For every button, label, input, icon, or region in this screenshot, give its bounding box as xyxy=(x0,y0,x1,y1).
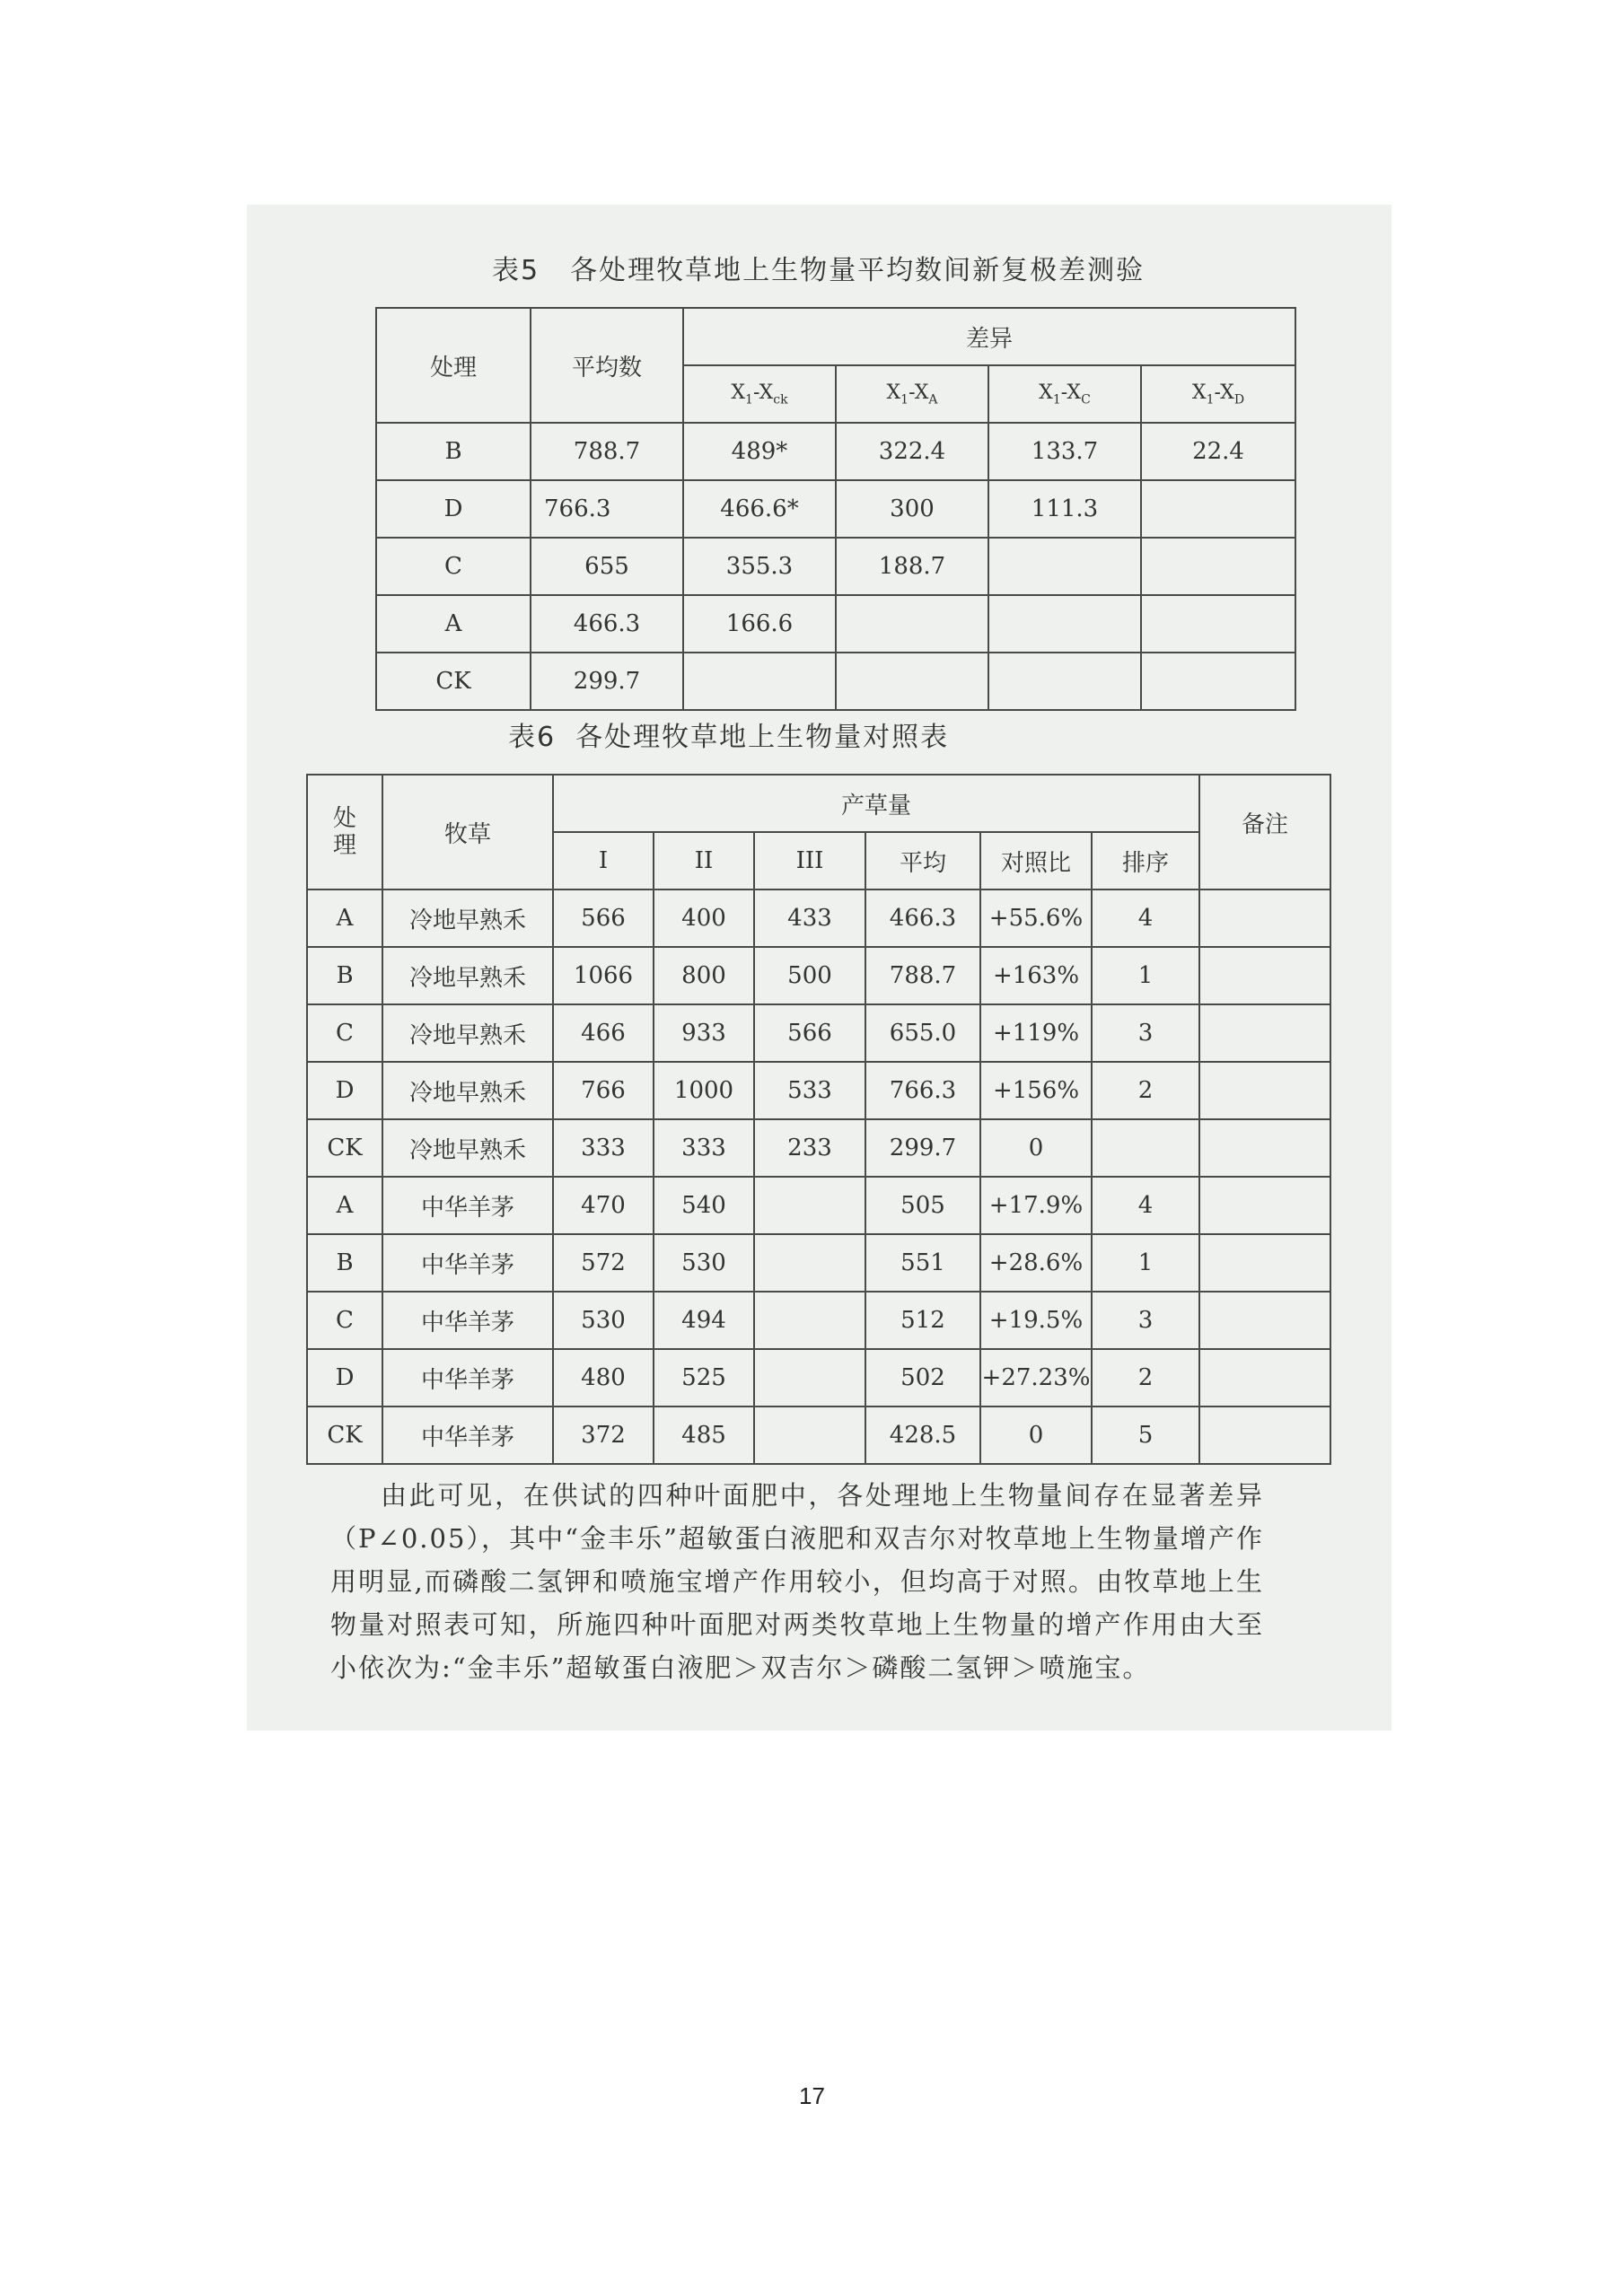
table5-row xyxy=(376,423,1295,480)
table6-cell-treatment: C xyxy=(307,1004,382,1062)
table5-cell-diff xyxy=(1141,653,1295,710)
table5-cell-diff: 300 xyxy=(836,480,988,538)
table6-row xyxy=(307,1062,1330,1119)
table6-cell-grass: 中华羊茅 xyxy=(382,1177,553,1234)
table6-subheader-1: II xyxy=(654,832,754,889)
table5-cell-treatment: CK xyxy=(376,653,531,710)
table5-cell-treatment: D xyxy=(376,480,531,538)
table6-cell-value: 299.7 xyxy=(865,1119,980,1177)
table6-cell-value: 512 xyxy=(865,1292,980,1349)
table6-cell-grass: 中华羊茅 xyxy=(382,1407,553,1464)
table6-cell-value: 766 xyxy=(553,1062,654,1119)
table5-subheader-part: X xyxy=(914,381,929,404)
table6-header-note: 备注 xyxy=(1199,775,1330,889)
table6-cell-value: 5 xyxy=(1092,1407,1199,1464)
table5-cell-diff xyxy=(988,653,1141,710)
table5-cell-diff: 322.4 xyxy=(836,423,988,480)
table5-cell-mean: 466.3 xyxy=(531,595,683,653)
table6-cell-value: +163% xyxy=(980,947,1092,1004)
table6-cell-value: 4 xyxy=(1092,1177,1199,1234)
table5-subheader-2 xyxy=(988,365,1141,423)
table6-cell-treatment: CK xyxy=(307,1119,382,1177)
table6-cell-value: 766.3 xyxy=(865,1062,980,1119)
table6-cell-treatment: CK xyxy=(307,1407,382,1464)
table5-subheader-part: 1 xyxy=(745,392,753,407)
table6-cell-grass: 中华羊茅 xyxy=(382,1292,553,1349)
table6-caption-text: 各处理牧草地上生物量对照表 xyxy=(575,722,950,753)
table6-cell-value: 428.5 xyxy=(865,1407,980,1464)
table6-cell-value: 3 xyxy=(1092,1004,1199,1062)
table5-cell-mean: 655 xyxy=(531,538,683,595)
table5-cell-mean: 788.7 xyxy=(531,423,683,480)
table5-subheader-1 xyxy=(836,365,988,423)
table6-cell-grass: 冷地早熟禾 xyxy=(382,889,553,947)
table5-cell-mean: 766.3 xyxy=(531,480,683,538)
table5-cell-treatment: B xyxy=(376,423,531,480)
table6-header-treatment: 处理 xyxy=(307,775,382,889)
table5-caption-text: 各处理牧草地上生物量平均数间新复极差测验 xyxy=(570,255,1146,286)
table5-subheader-part: X xyxy=(1039,381,1053,404)
table6-cell-value: 800 xyxy=(654,947,754,1004)
table6-cell-value: 4 xyxy=(1092,889,1199,947)
table6-cell-value: 1066 xyxy=(553,947,654,1004)
table5-subheader-part: - xyxy=(1060,381,1067,404)
table5-cell-diff xyxy=(1141,595,1295,653)
table6-cell-value: +119% xyxy=(980,1004,1092,1062)
table5-cell-diff: 111.3 xyxy=(988,480,1141,538)
conclusion-paragraph xyxy=(330,1474,1264,1689)
table5-cell-mean: 299.7 xyxy=(531,653,683,710)
table5-cell-diff: 489* xyxy=(683,423,836,480)
table6-cell-treatment: B xyxy=(307,1234,382,1292)
table5 xyxy=(375,307,1296,711)
table6-cell-value: 470 xyxy=(553,1177,654,1234)
table6-cell-value: +19.5% xyxy=(980,1292,1092,1349)
table5-cell-treatment: C xyxy=(376,538,531,595)
table5-caption xyxy=(492,248,1145,287)
table6-cell-value: +28.6% xyxy=(980,1234,1092,1292)
table6-cell-value: 480 xyxy=(553,1349,654,1407)
table6-cell-value: 2 xyxy=(1092,1349,1199,1407)
table6-cell-value xyxy=(754,1349,865,1407)
table6-cell-value: 1 xyxy=(1092,947,1199,1004)
table6-cell-grass: 冷地早熟禾 xyxy=(382,1062,553,1119)
table6-cell-value: +17.9% xyxy=(980,1177,1092,1234)
table5-subheader-part: A xyxy=(928,392,938,407)
table5-header-treatment: 处理 xyxy=(376,308,531,423)
table6-cell-grass: 冷地早熟禾 xyxy=(382,1004,553,1062)
table6-cell-value: 533 xyxy=(754,1062,865,1119)
table6-subheader-2: III xyxy=(754,832,865,889)
table6-cell-grass: 中华羊茅 xyxy=(382,1234,553,1292)
table6-cell-value: 233 xyxy=(754,1119,865,1177)
table6-cell-value: 530 xyxy=(553,1292,654,1349)
table5-cell-diff: 466.6* xyxy=(683,480,836,538)
table5-subheader-part: 1 xyxy=(900,392,909,407)
table6-cell-note xyxy=(1199,1177,1330,1234)
table6-row xyxy=(307,1292,1330,1349)
table6-cell-value: 2 xyxy=(1092,1062,1199,1119)
table5-cell-diff: 133.7 xyxy=(988,423,1141,480)
table6-cell-value: 655.0 xyxy=(865,1004,980,1062)
table6-header-grass: 牧草 xyxy=(382,775,553,889)
table6-cell-value: 333 xyxy=(654,1119,754,1177)
table6-cell-value: 1000 xyxy=(654,1062,754,1119)
table6-cell-value: 466.3 xyxy=(865,889,980,947)
table5-subheader-part: D xyxy=(1233,392,1245,407)
table5-cell-diff xyxy=(836,653,988,710)
table6-cell-value xyxy=(754,1292,865,1349)
table6-cell-value: 525 xyxy=(654,1349,754,1407)
table6-cell-value: 500 xyxy=(754,947,865,1004)
table6-cell-note xyxy=(1199,947,1330,1004)
table6-cell-treatment: B xyxy=(307,947,382,1004)
table6-cell-value xyxy=(754,1177,865,1234)
table5-row xyxy=(376,595,1295,653)
table5-subheader-part: - xyxy=(909,381,915,404)
table6-cell-value: 530 xyxy=(654,1234,754,1292)
table6-cell-value: 333 xyxy=(553,1119,654,1177)
table6-cell-value: 485 xyxy=(654,1407,754,1464)
table6-cell-note xyxy=(1199,1062,1330,1119)
table6-cell-grass: 冷地早熟禾 xyxy=(382,1119,553,1177)
table6-cell-grass: 中华羊茅 xyxy=(382,1349,553,1407)
table6-cell-value: 540 xyxy=(654,1177,754,1234)
table5-subheader-part: C xyxy=(1081,392,1091,407)
table5-subheader-part: - xyxy=(1214,381,1221,404)
table6 xyxy=(306,774,1331,1465)
table6-subheader-0: I xyxy=(553,832,654,889)
table6-subheader-3: 平均 xyxy=(865,832,980,889)
table6-caption-number: 表6 xyxy=(508,722,557,753)
table6-cell-note xyxy=(1199,1119,1330,1177)
table5-cell-diff xyxy=(836,595,988,653)
table6-cell-note xyxy=(1199,1292,1330,1349)
table6-cell-value: 551 xyxy=(865,1234,980,1292)
table6-cell-treatment: A xyxy=(307,1177,382,1234)
table5-row xyxy=(376,538,1295,595)
table5-subheader-part: X xyxy=(731,381,746,404)
table6-subheader-4: 对照比 xyxy=(980,832,1092,889)
table5-subheader-part: X xyxy=(759,381,774,404)
table5-cell-diff xyxy=(988,538,1141,595)
table6-cell-value: +156% xyxy=(980,1062,1092,1119)
table6-row xyxy=(307,1349,1330,1407)
table5-cell-diff xyxy=(1141,538,1295,595)
table6-cell-note xyxy=(1199,1234,1330,1292)
table5-cell-diff xyxy=(683,653,836,710)
table6-row xyxy=(307,1119,1330,1177)
table5-cell-diff xyxy=(988,595,1141,653)
table6-cell-value: 572 xyxy=(553,1234,654,1292)
table6-cell-value: 494 xyxy=(654,1292,754,1349)
table6-cell-note xyxy=(1199,889,1330,947)
table5-row xyxy=(376,653,1295,710)
table5-subheader-part: X xyxy=(1191,381,1207,404)
table6-cell-note xyxy=(1199,1004,1330,1062)
conclusion-text: 由此可见，在供试的四种叶面肥中，各处理地上生物量间存在显著差异（P∠0.05），其中“金丰乐”超敏蛋白液肥和双吉尔对牧草地上生物量增产作用明显,而磷酸二氢钾和喷施宝增产作用较小，但均高于对照。由牧草地上生物量对照表可知，所施四种叶面肥对两类牧草地上生物量的增产作用由大至小依次为:“金丰乐”超敏蛋白液肥＞双吉尔＞磷酸二氢钾＞喷施宝。 xyxy=(330,1480,1264,1683)
table6-row xyxy=(307,947,1330,1004)
table6-cell-treatment: C xyxy=(307,1292,382,1349)
table6-row xyxy=(307,1004,1330,1062)
table6-cell-value: +55.6% xyxy=(980,889,1092,947)
table6-cell-value: 0 xyxy=(980,1119,1092,1177)
table5-subheader-part: X xyxy=(1220,381,1234,404)
table6-cell-treatment: D xyxy=(307,1349,382,1407)
table6-cell-value: 433 xyxy=(754,889,865,947)
table6-header-yield: 产草量 xyxy=(553,775,1199,832)
table6-caption xyxy=(508,714,949,754)
table6-cell-value: 933 xyxy=(654,1004,754,1062)
table6-cell-value xyxy=(754,1234,865,1292)
table6-cell-value: +27.23% xyxy=(980,1349,1092,1407)
table6-row xyxy=(307,1177,1330,1234)
table6-row xyxy=(307,1234,1330,1292)
table5-cell-diff xyxy=(1141,480,1295,538)
table6-cell-note xyxy=(1199,1407,1330,1464)
table6-cell-note xyxy=(1199,1349,1330,1407)
table6-cell-value: 0 xyxy=(980,1407,1092,1464)
table6-row xyxy=(307,1407,1330,1464)
table5-cell-diff: 166.6 xyxy=(683,595,836,653)
table6-cell-value: 400 xyxy=(654,889,754,947)
page-number: 17 xyxy=(799,2082,825,2109)
table6-cell-treatment: A xyxy=(307,889,382,947)
table6-cell-value: 3 xyxy=(1092,1292,1199,1349)
table6-cell-value: 566 xyxy=(754,1004,865,1062)
table6-subheader-5: 排序 xyxy=(1092,832,1199,889)
table5-subheader-part: ck xyxy=(773,392,788,407)
table5-cell-diff: 355.3 xyxy=(683,538,836,595)
table6-cell-value xyxy=(1092,1119,1199,1177)
table6-cell-value: 505 xyxy=(865,1177,980,1234)
table5-subheader-part: X xyxy=(1067,381,1082,404)
table6-cell-value: 788.7 xyxy=(865,947,980,1004)
table6-cell-value: 502 xyxy=(865,1349,980,1407)
table5-subheader-part: - xyxy=(752,381,759,404)
table6-row xyxy=(307,889,1330,947)
table5-header-diff: 差异 xyxy=(683,308,1295,365)
table6-cell-value: 1 xyxy=(1092,1234,1199,1292)
table5-cell-diff: 188.7 xyxy=(836,538,988,595)
table5-caption-number: 表5 xyxy=(492,255,540,286)
table5-subheader-0 xyxy=(683,365,836,423)
table5-row xyxy=(376,480,1295,538)
table6-cell-grass: 冷地早熟禾 xyxy=(382,947,553,1004)
table5-header-mean: 平均数 xyxy=(531,308,683,423)
table6-cell-value xyxy=(754,1407,865,1464)
table5-cell-diff: 22.4 xyxy=(1141,423,1295,480)
table6-cell-treatment: D xyxy=(307,1062,382,1119)
table5-subheader-3 xyxy=(1141,365,1295,423)
table6-cell-value: 466 xyxy=(553,1004,654,1062)
table5-subheader-part: 1 xyxy=(1206,392,1215,407)
table5-subheader-part: 1 xyxy=(1052,392,1061,407)
table5-cell-treatment: A xyxy=(376,595,531,653)
table6-cell-value: 566 xyxy=(553,889,654,947)
table5-subheader-part: X xyxy=(886,381,901,404)
table6-cell-value: 372 xyxy=(553,1407,654,1464)
